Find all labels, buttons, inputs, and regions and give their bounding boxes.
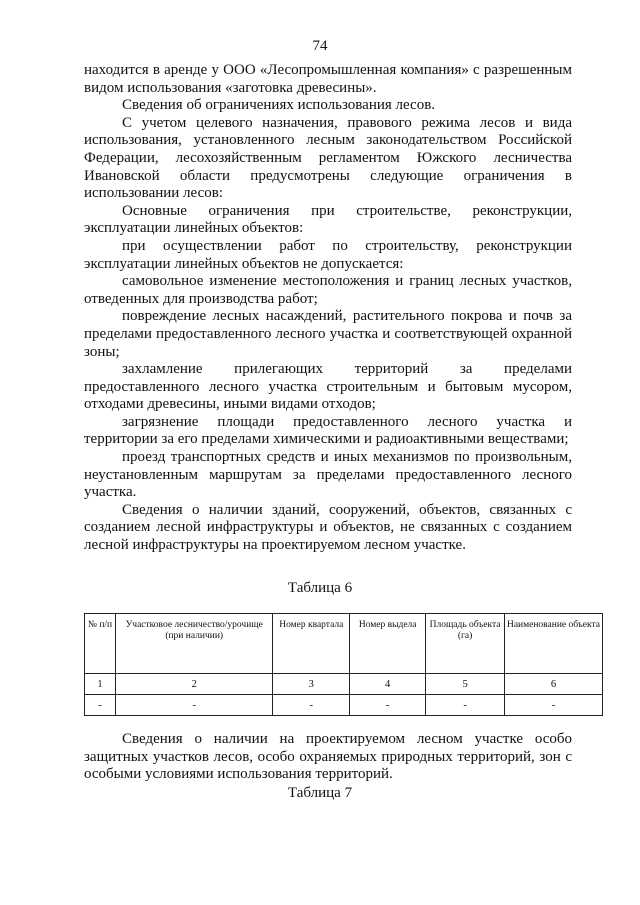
column-header: Номер выдела (350, 614, 426, 674)
paragraph: повреждение лесных насаждений, растительного покрова и почв за пределами предоставленного лесного участка и соответствующей охранной зоны; (84, 308, 572, 360)
paragraph: Основные ограничения при строительстве, реконструкции, эксплуатации линейных объектов: (84, 202, 572, 237)
column-header: № п/п (85, 614, 116, 674)
paragraph: Сведения об ограничениях использования лесов. (122, 97, 436, 114)
paragraph: при осуществлении работ по строительству, реконструкции эксплуатации линейных объектов не допускается: (84, 237, 572, 272)
paragraph: Сведения о наличии зданий, сооружений, объектов, связанных с созданием лесной инфраструктуры и объектов, не связанных с созданием лесной инфраструктуры на проектируемом лесном участке. (84, 501, 572, 554)
table-header-row (85, 614, 603, 674)
table-row (85, 674, 603, 695)
table-cell: - (85, 695, 116, 716)
table-cell: - (116, 695, 273, 716)
closing-text (84, 731, 572, 784)
table-cell: 5 (426, 674, 505, 695)
table-row (85, 695, 603, 716)
paragraph: проезд транспортных средств и иных механизмов по произвольным, неустановленным маршрутам за пределами предоставленного лесного участка. (84, 449, 572, 501)
column-header: Наименование объекта (504, 614, 602, 674)
page-number: 74 (312, 38, 328, 54)
body-text (84, 62, 572, 555)
table7-caption: Таблица 7 (287, 785, 353, 801)
column-header: Площадь объекта (га) (426, 614, 505, 674)
table6-caption: Таблица 6 (287, 580, 353, 596)
table-cell: - (273, 695, 350, 716)
paragraph: загрязнение площади предоставленного лесного участка и территории за его пределами химическими и радиоактивными веществами; (84, 413, 572, 448)
paragraph: самовольное изменение местоположения и границ лесных участков, отведенных для производства работ; (84, 273, 572, 307)
table-cell: - (504, 695, 602, 716)
table-cell: 6 (504, 674, 602, 695)
table-cell: 4 (350, 674, 426, 695)
table-6 (84, 613, 603, 716)
paragraph: Сведения о наличии на проектируемом лесном участке особо защитных участков лесов, особо охраняемых природных территорий, зон с особыми условиями использования территорий. (84, 731, 572, 783)
paragraph: находится в аренде у ООО «Лесопромышленная компания» с разрешенным видом использования «заготовка древесины». (84, 62, 572, 96)
paragraph: захламление прилегающих территорий за пределами предоставленного лесного участка строительным и бытовым мусором, отходами древесины, иными видами отходов; (84, 361, 572, 413)
table-cell: 1 (85, 674, 116, 695)
table-cell: - (350, 695, 426, 716)
table-cell: 2 (116, 674, 273, 695)
table-cell: - (426, 695, 505, 716)
column-header: Номер квартала (273, 614, 350, 674)
paragraph: С учетом целевого назначения, правового режима лесов и вида использования, установленного лесным законодательством Российской Федерации, лесохозяйственным регламентом Южского лесничества Ивановской области предусмотрены следующие ограничения в использовании лесов: (84, 114, 572, 202)
column-header: Участковое лесничество/урочище (при наличии) (116, 614, 273, 674)
table-cell: 3 (273, 674, 350, 695)
